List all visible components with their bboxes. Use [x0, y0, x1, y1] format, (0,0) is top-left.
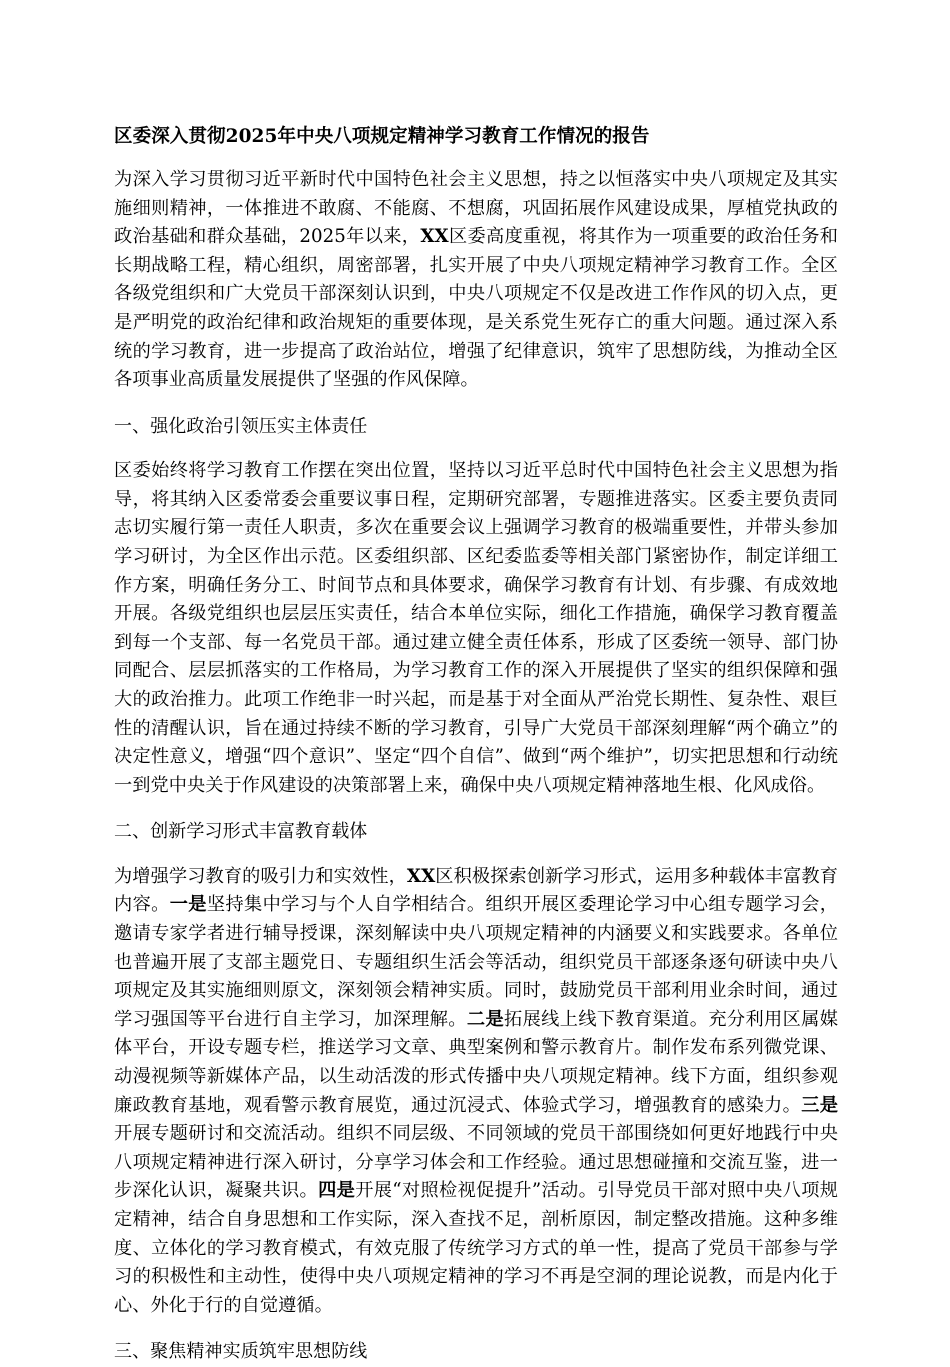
text-run: 一、强化政治引领压实主体责任 — [114, 415, 368, 437]
emphasis-run: 一是 — [169, 894, 207, 916]
text-run: 为深入学习贯彻习近平新时代中国特色社会主义思想，持之以恒落实中央八项规定及其实施细则精神，一体推进不敢腐、不能腐、不想腐，巩固拓展作风建设成果，厚植党执政的政治基础和群众基础，2025年以来， — [114, 169, 838, 248]
text-run: 为增强学习教育的吸引力和实效性， — [114, 865, 407, 887]
emphasis-run: XX — [406, 865, 436, 887]
emphasis-run: XX — [420, 226, 449, 248]
intro-paragraph — [114, 166, 838, 395]
text-run: 区委始终将学习教育工作摆在突出位置，坚持以习近平总时代中国特色社会主义思想为指导，将其纳入区委常委会重要议事日程，定期研究部署，专题推进落实。区委主要负责同志切实履行第一责任人职责，多次在重要会议上强调学习教育的极端重要性，并带头参加学习研讨，为全区作出示范。区委组织部、区纪委监委等相关部门紧密协作，制定详细工作方案，明确任务分工、时间节点和具体要求，确保学习教育有计划、有步骤、有成效地开展。各级党组织也层层压实责任，结合本单位实际，细化工作措施，确保学习教育覆盖到每一个支部、每一名党员干部。通过建立健全责任体系，形成了区委统一领导、部门协同配合、层层抓落实的工作格局，为学习教育工作的深入开展提供了坚实的组织保障和强大的政治推力。此项工作绝非一时兴起，而是基于对全面从严治党长期性、复杂性、艰巨性的清醒认识，旨在通过持续不断的学习教育，引导广大党员干部深刻理解“两个确立”的决定性意义，增强“四个意识”、坚定“四个自信”、做到“两个维护”，切实把思想和行动统一到党中央关于作风建设的决策部署上来，确保中央八项规定精神落地生根、化风成俗。 — [114, 460, 838, 796]
heading-2 — [114, 818, 838, 847]
emphasis-run: 四是 — [318, 1180, 356, 1202]
text-run: 三、聚焦精神实质筑牢思想防线 — [114, 1341, 368, 1363]
page-title: 区委深入贯彻2025年中央八项规定精神学习教育工作情况的报告 — [114, 126, 650, 147]
heading-3 — [114, 1338, 838, 1367]
text-run: 坚持集中学习与个人自学相结合。组织开展区委理论学习中心组专题学习会，邀请专家学者进行辅导授课，深刻解读中央八项规定精神的内涵要义和实践要求。各单位也普遍开展了支部主题党日、专题组织生活会等活动，组织党员干部逐条逐句研读中央八项规定及其实施细则原文，深刻领会精神实质。同时，鼓励党员干部利用业余时间，通过学习强国等平台进行自主学习，加深理解。 — [114, 894, 838, 1030]
section-2-paragraph — [114, 863, 838, 1321]
text-run: 二、创新学习形式丰富教育载体 — [114, 821, 368, 843]
section-1-paragraph — [114, 457, 838, 800]
text-run: 拓展线上线下教育渠道。充分利用区属媒体平台，开设专题专栏，推送学习文章、典型案例和警示教育片。制作发布系列微党课、动漫视频等新媒体产品，以生动活泼的形式传播中央八项规定精神。线下方面，组织参观廉政教育基地，观看警示教育展览，通过沉浸式、体验式学习，增强教育的感染力。 — [114, 1008, 838, 1116]
emphasis-run: 二是 — [466, 1008, 505, 1030]
emphasis-run: 三是 — [801, 1094, 838, 1116]
text-run: 开展专题研讨和交流活动。组织不同层级、不同领域的党员干部围绕如何更好地践行中央八项规定精神进行深入研讨，分享学习体会和工作经验。通过思想碰撞和交流互鉴，进一步深化认识，凝聚共识。 — [114, 1123, 838, 1202]
heading-1 — [114, 413, 838, 442]
text-run: 区委高度重视，将其作为一项重要的政治任务和长期战略工程，精心组织，周密部署，扎实开展了中央八项规定精神学习教育工作。全区各级党组织和广大党员干部深刻认识到，中央八项规定不仅是改进工作作风的切入点，更是严明党的政治纪律和政治规矩的重要体现，是关系党生死存亡的重大问题。通过深入系统的学习教育，进一步提高了政治站位，增强了纪律意识，筑牢了思想防线，为推动全区各项事业高质量发展提供了坚强的作风保障。 — [114, 226, 838, 391]
text-run: 开展“对照检视促提升”活动。引导党员干部对照中央八项规定精神，结合自身思想和工作实际，深入查找不足，剖析原因，制定整改措施。这种多维度、立体化的学习教育模式，有效克服了传统学习方式的单一性，提高了党员干部参与学习的积极性和主动性，使得中央八项规定精神的学习不再是空洞的理论说教，而是内化于心、外化于行的自觉遵循。 — [114, 1180, 838, 1316]
document-body — [114, 166, 838, 1367]
text-run: 区积极探索创新学习形式，运用多种载体丰富教育内容。 — [114, 865, 838, 916]
